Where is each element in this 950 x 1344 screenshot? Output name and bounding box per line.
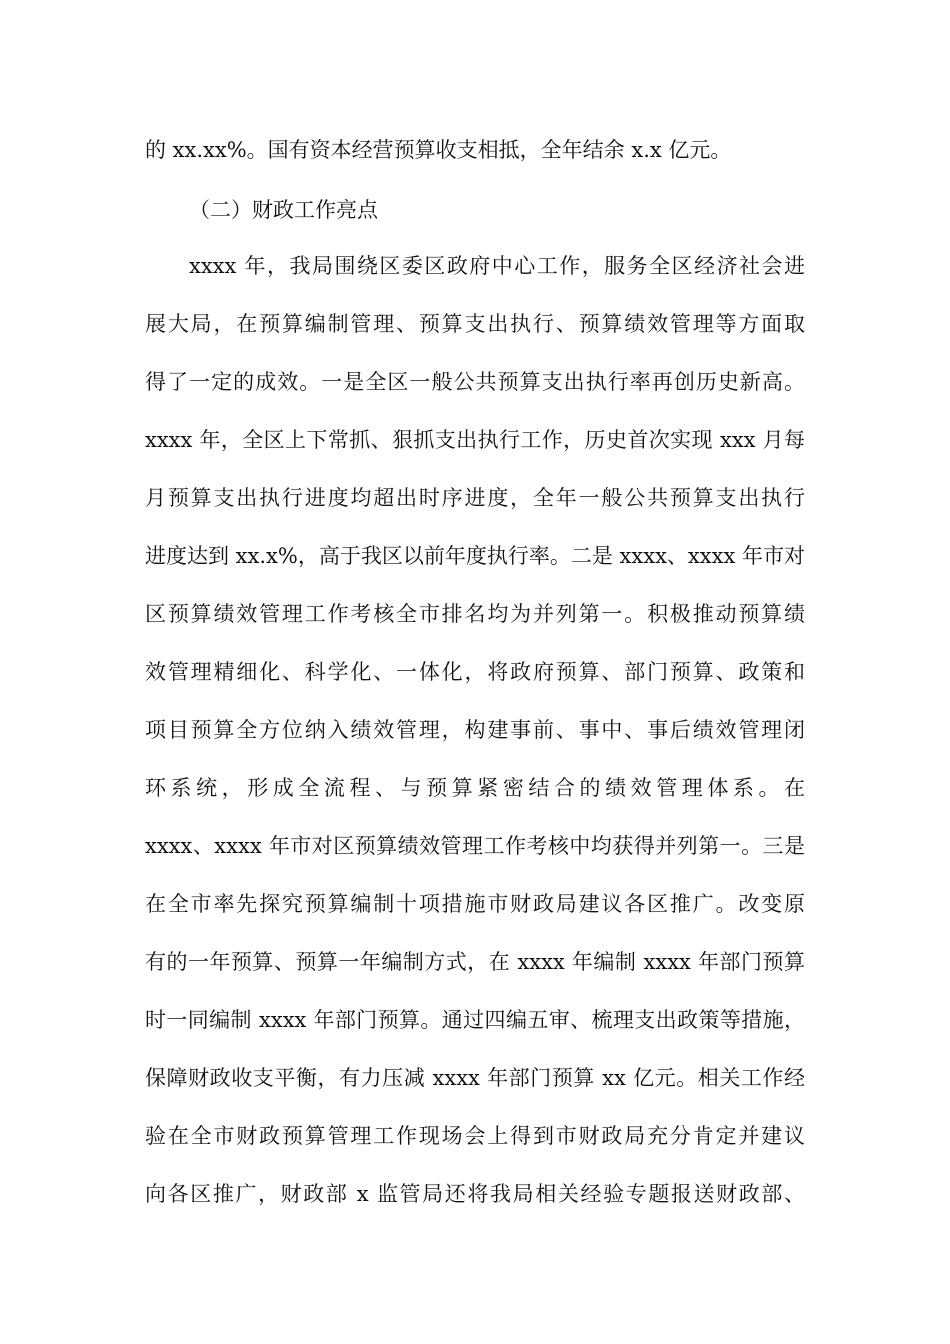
text-line: 验在全市财政预算管理工作现场会上得到市财政局充分肯定并建议 — [145, 1124, 805, 1148]
text-line: 的 xx.xx%。国有资本经营预算收支相抵，全年结余 x.x 亿元。 — [145, 138, 732, 162]
text-line: 在全市率先探究预算编制十项措施市财政局建议各区推广。改变原 — [145, 892, 805, 916]
text-line: 展大局，在预算编制管理、预算支出执行、预算绩效管理等方面取 — [145, 312, 805, 336]
text-line: 效管理精细化、科学化、一体化，将政府预算、部门预算、政策和 — [145, 660, 805, 684]
text-line: 月预算支出执行进度均超出时序进度，全年一般公共预算支出执行 — [145, 486, 805, 510]
text-line: xxxx 年，全区上下常抓、狠抓支出执行工作，历史首次实现 xxx 月每 — [145, 428, 805, 452]
text-line: 保障财政收支平衡，有力压减 xxxx 年部门预算 xx 亿元。相关工作经 — [145, 1066, 805, 1090]
text-line: 环系统，形成全流程、与预算紧密结合的绩效管理体系。在 — [145, 776, 805, 800]
text-line: 时一同编制 xxxx 年部门预算。通过四编五审、梳理支出政策等措施， — [145, 1008, 805, 1032]
text-line: xxxx 年，我局围绕区委区政府中心工作，服务全区经济社会进 — [189, 254, 805, 278]
text-line: xxxx、xxxx 年市对区预算绩效管理工作考核中均获得并列第一。三是 — [145, 834, 805, 858]
text-line: 区预算绩效管理工作考核全市排名均为并列第一。积极推动预算绩 — [145, 602, 805, 626]
section-heading: （二）财政工作亮点 — [189, 198, 378, 222]
text-line: 向各区推广，财政部 x 监管局还将我局相关经验专题报送财政部、 — [145, 1182, 805, 1206]
text-line: 进度达到 xx.x%，高于我区以前年度执行率。二是 xxxx、xxxx 年市对 — [145, 544, 805, 568]
text-line: 项目预算全方位纳入绩效管理，构建事前、事中、事后绩效管理闭 — [145, 718, 805, 742]
text-line: 有的一年预算、预算一年编制方式，在 xxxx 年编制 xxxx 年部门预算 — [145, 950, 805, 974]
text-line: 得了一定的成效。一是全区一般公共预算支出执行率再创历史新高。 — [145, 370, 805, 394]
